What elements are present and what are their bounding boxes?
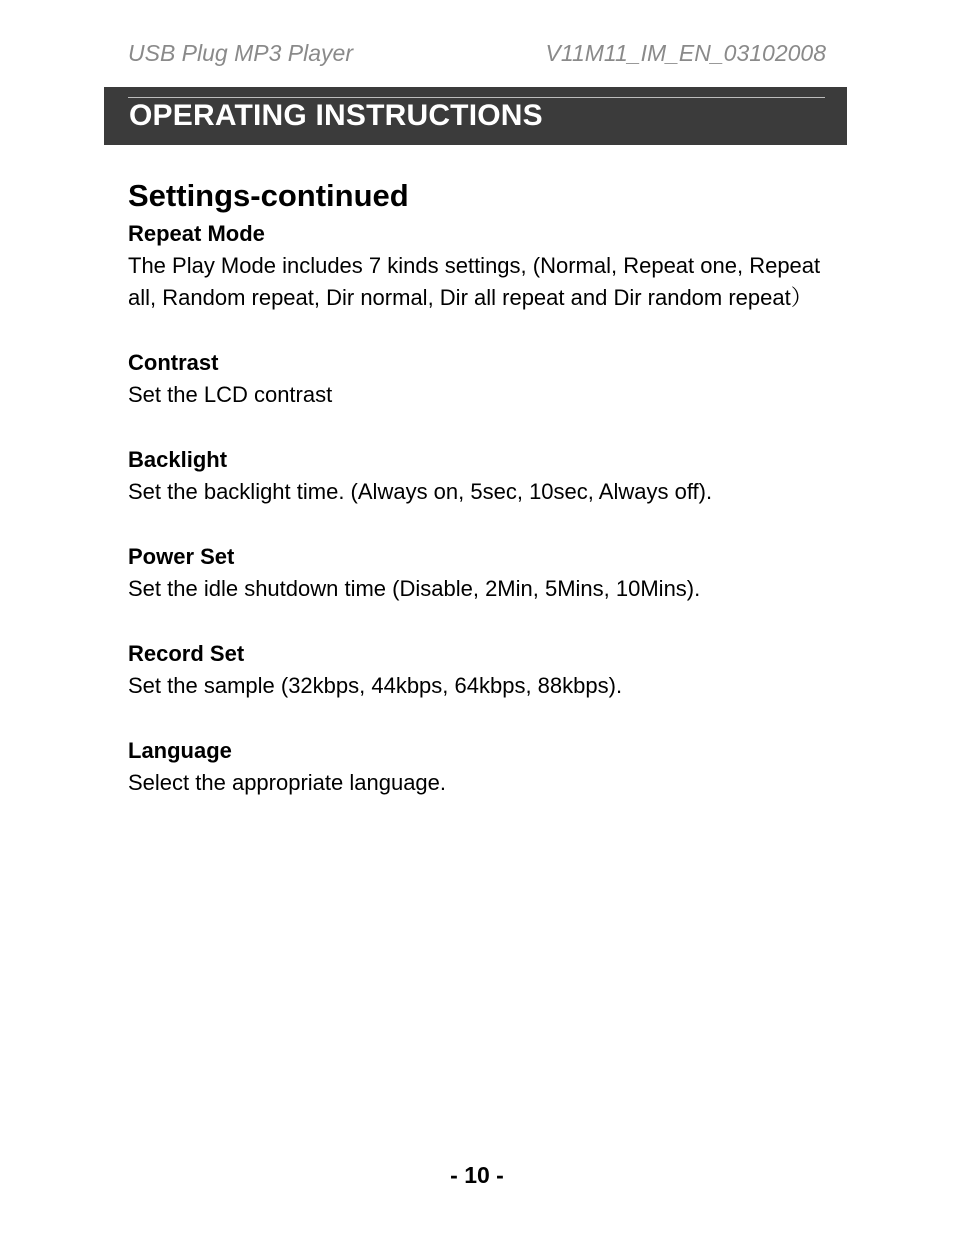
setting-language [128, 735, 828, 799]
page-header [128, 40, 826, 74]
section-banner [104, 87, 847, 145]
setting-heading: Record Set [128, 641, 245, 666]
setting-description: Set the LCD contrast [128, 382, 333, 407]
setting-contrast [128, 347, 828, 411]
setting-backlight [128, 444, 828, 508]
page-number: - 10 - [450, 1162, 504, 1188]
setting-description: Select the appropriate language. [128, 770, 447, 795]
main-content [128, 174, 828, 832]
banner-divider [128, 97, 825, 98]
setting-heading: Repeat Mode [128, 221, 265, 246]
banner-title: OPERATING INSTRUCTIONS [129, 99, 543, 132]
section-title: Settings-continued [128, 178, 409, 213]
setting-heading: Backlight [128, 447, 228, 472]
header-product-name: USB Plug MP3 Player [128, 40, 353, 66]
setting-power-set [128, 541, 828, 605]
setting-heading: Language [128, 738, 232, 763]
setting-description: The Play Mode includes 7 kinds settings, (Normal, Repeat one, Repeat all, Random repeat, Dir normal, Dir all repeat and Dir random repeat） [128, 253, 821, 310]
setting-record-set [128, 638, 828, 702]
setting-repeat-mode [128, 218, 828, 314]
setting-description: Set the backlight time. (Always on, 5sec, 10sec, Always off). [128, 479, 713, 504]
setting-heading: Power Set [128, 544, 235, 569]
setting-description: Set the idle shutdown time (Disable, 2Min, 5Mins, 10Mins). [128, 576, 701, 601]
header-document-code: V11M11_IM_EN_03102008 [545, 40, 826, 66]
setting-heading: Contrast [128, 350, 219, 375]
setting-description: Set the sample (32kbps, 44kbps, 64kbps, 88kbps). [128, 673, 623, 698]
